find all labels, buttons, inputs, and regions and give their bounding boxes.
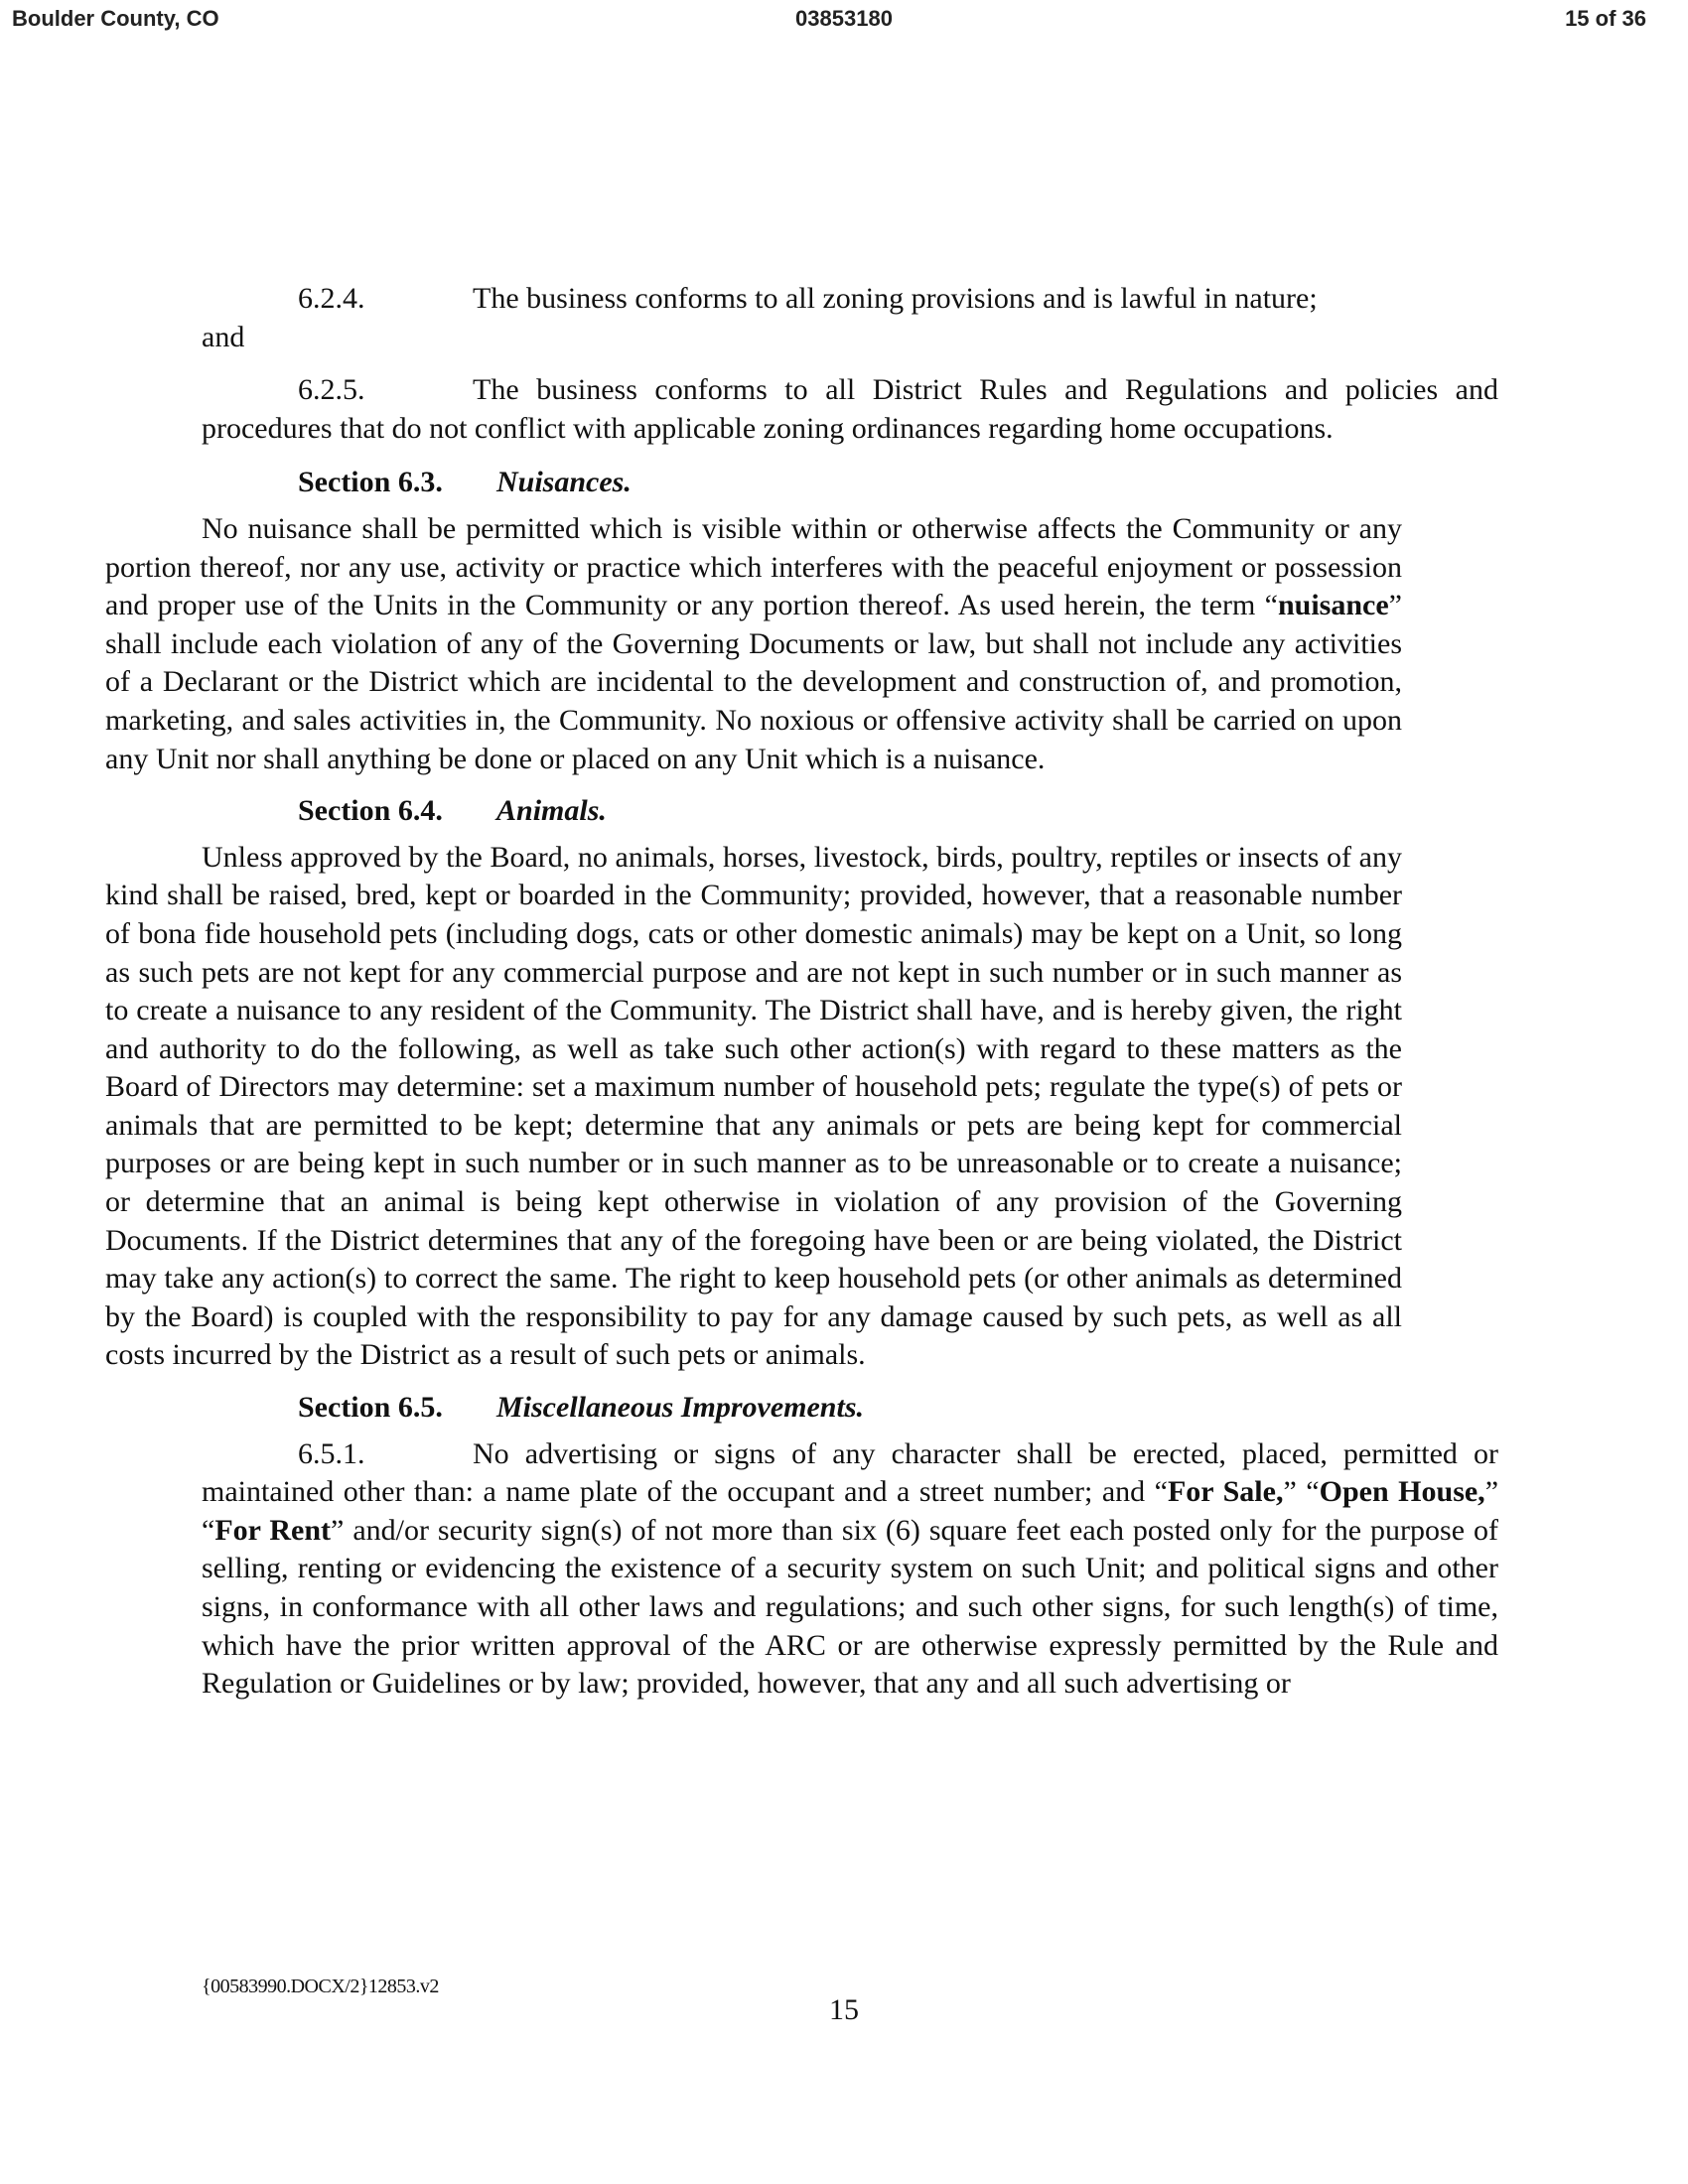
section-title: Nuisances. (496, 466, 632, 499)
item-6-2-5 (202, 371, 1498, 448)
sign-type-for-rent: For Rent (214, 1513, 332, 1547)
item-number: 6.2.4. (298, 282, 365, 315)
sign-type-open-house: Open House, (1319, 1475, 1485, 1509)
document-body (105, 280, 1499, 1704)
section-title: Miscellaneous Improvements. (496, 1391, 865, 1425)
defined-term: nuisance (1277, 589, 1389, 622)
document-code: {00583990.DOCX/2}12853.v2 (202, 1976, 439, 1997)
page-number: 15 (829, 1993, 859, 2026)
item-text: No advertising or signs of any character shall be erected, placed, permitted or maintained other than: a name plate of the occupant and a street number; and “ (202, 1436, 1498, 1509)
section-paragraph: Unless approved by the Board, no animals, horses, livestock, birds, poultry, reptiles or insects of any kind shall be raised, bred, kept or boarded in the Community; provided, however, that a reasonable number of bona fide household pets (including dogs, cats or other domestic animals) may be kept on a Unit, so long as such pets are not kept for any commercial purpose and are not kept in such number or in such manner as to create a nuisance to any resident of the Community. The District shall have, and is hereby given, the right and authority to do the following, as well as take such other action(s) with regard to these matters as the Board of Directors may determine: set a maximum number of household pets; regulate the type(s) of pets or animals that are permitted to be kept; determine that any animals or pets are being kept for commercial purposes or are being kept in such number or in such manner as to be unreasonable or to create a nuisance; or determine that an animal is being kept otherwise in violation of any provision of the Governing Documents. If the District determines that any of the foregoing have been or are being violated, the District may take any action(s) to correct the same. The right to keep household pets (or other animals as determined by the Board) is coupled with the responsibility to pay for any damage caused by such pets, as well as all costs incurred by the District as a result of such pets or animals. (105, 840, 1402, 1372)
section-heading (202, 1389, 1498, 1428)
item-text: ” and/or security sign(s) of not more than six (6) square feet each posted only for the purpose of selling, renting or evidencing the existence of a security system on such Unit; and political signs and other signs, in conformance with all other laws and regulations; and such other signs, for such length(s) of time, which have the prior written approval of the ARC or are otherwise expressly permitted by the Rule and Regulation or Guidelines or by law; provided, however, that any and all such advertising or (202, 1513, 1498, 1701)
recorder-header (0, 6, 1688, 36)
item-6-2-4 (202, 280, 1498, 319)
section-paragraph (105, 510, 1402, 778)
sign-type-for-sale: For Sale, (1167, 1475, 1284, 1509)
header-county: Boulder County, CO (12, 6, 219, 31)
section-number: Section 6.3. (298, 466, 443, 499)
section-title: Animals. (496, 794, 607, 828)
section-number: Section 6.5. (298, 1391, 443, 1425)
header-reception-number: 03853180 (795, 6, 893, 31)
item-continuation: and (202, 320, 245, 353)
item-text: The business conforms to all District Rules and Regulations and policies and procedures that do not conflict with applicable zoning ordinances regarding home occupations. (202, 373, 1498, 445)
item-text: ” “ (202, 1475, 1499, 1547)
item-number: 6.2.5. (298, 373, 365, 407)
section-number: Section 6.4. (298, 794, 443, 828)
section-heading (202, 464, 1498, 502)
item-text: ” “ (1283, 1475, 1320, 1509)
paragraph-text: ” shall include each violation of any of the Governing Documents or law, but shall not include any activities of a Declarant or the District which are incidental to the development and construction of, and promotion, marketing, and sales activities in, the Community. No noxious or offensive activity shall be carried on upon any Unit nor shall anything be done or placed on any Unit which is a nuisance. (105, 589, 1402, 775)
section-heading (202, 792, 1498, 831)
item-6-5-1 (202, 1435, 1498, 1704)
item-text: The business conforms to all zoning provisions and is lawful in nature; (473, 282, 1318, 315)
paragraph-text: No nuisance shall be permitted which is visible within or otherwise affects the Community or any portion thereof, nor any use, activity or practice which interferes with the peaceful enjoyment or possession and proper use of the Units in the Community or any portion thereof. As used herein, the term “ (105, 511, 1402, 622)
header-page-count: 15 of 36 (1565, 6, 1646, 31)
item-number: 6.5.1. (298, 1436, 365, 1470)
